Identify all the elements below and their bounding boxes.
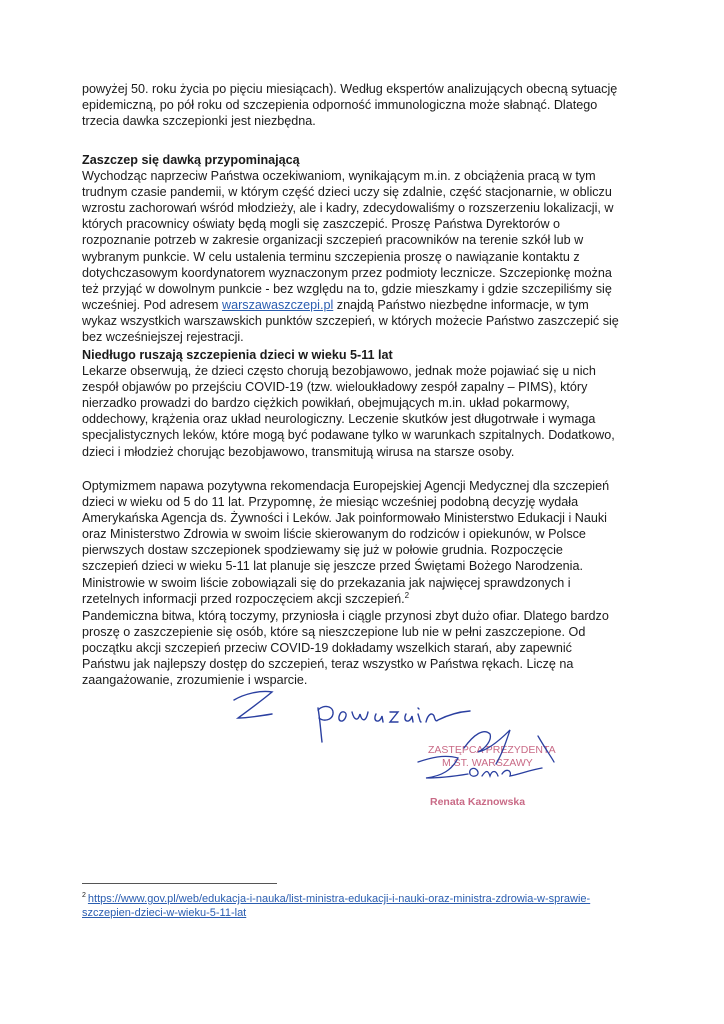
section-booster-heading: Zaszczep się dawką przypominającą [82, 153, 300, 167]
closing-paragraph [82, 608, 622, 688]
intro-paragraph [82, 81, 622, 129]
closing-text: Pandemiczna bitwa, którą toczymy, przyniosła i ciągle przynosi zbyt dużo ofiar. Dlatego bardzo proszę o zaszczepienie się osób, które są nieszczepione lub nie w pełni zaszczepione. Od początku akcji szczepień przeciw COVID-19 dokładamy wszelkich starań, aby zapewnić Państwu jak najlepszy dostęp do szczepień, teraz wszystko w Państwa rękach. Liczę na zaangażowanie, zrozumienie i wsparcie. [82, 609, 609, 688]
signature-block [220, 678, 580, 818]
section-children-heading: Niedługo ruszają szczepienia dzieci w wieku 5-11 lat [82, 348, 393, 362]
section-booster [82, 152, 622, 345]
section-booster-text-after: znajdą Państwo niezbędne informacje, w tym wykaz wszystkich warszawskich punktów szczepień, w których możecie Państwo zaszczepić się bez wcześniejszej rejestracji. [82, 297, 619, 345]
signature-svg [220, 678, 580, 818]
section-booster-text-before: Wychodząc naprzeciw Państwa oczekiwaniom, wynikającym m.in. z obciążenia pracą w tym trudnym czasie pandemii, w którym część dzieci uczy się zdalnie, część stacjonarnie, w obliczu wzrostu zachorowań wśród młodzieży, ale i kadry, zdecydowaliśmy o rozszerzeniu lokalizacji, w których pracownicy oświaty będą mogli się zaszczepić. Proszę Państwa Dyrektorów o rozpoznanie potrzeb w zakresie organizacji szczepień pracowników na terenie szkół lub w wybranym punkcie. W celu ustalenia terminu szczepienia proszę o nawiązanie kontaktu z dotychczasowym koordynatorem wyznaczonym przez podmioty lecznicze. Szczepionkę można też przyjąć w dowolnym punkcie - bez względu na to, gdzie mieszkamy i gdzie szczepiliśmy się wcześniej. Pod adresem [82, 169, 614, 312]
ema-text [82, 478, 622, 607]
stamp-line-1: ZASTĘPCA PREZYDENTA [428, 744, 556, 756]
ema-text-body: Optymizmem napawa pozytywna rekomendacja Europejskiej Agencji Medycznej dla szczepień dzieci w wieku od 5 do 11 lat. Przypomnę, że miesiąc wcześniej podobną decyzję wydała Amerykańska Agencja ds. Żywności i Leków. Jak poinformowało Ministerstwo Edukacji i Nauki oraz Ministerstwo Zdrowia w swoim liście skierowanym do rodziców i opiekunów, w Polsce pierwszych dostaw szczepionek spodziewamy się już w połowie grudnia. Rozpoczęcie szczepień dzieci w wieku 5-11 lat planuje się jeszcze przed Świętami Bożego Narodzenia. Ministrowie w swoim liście zobowiązali się do przekazania jak najwięcej sprawdzonych i rzetelnych informacji przed rozpoczęciem akcji szczepień. [82, 479, 610, 606]
stamp-line-2: M.ST. WARSZAWY [442, 757, 533, 769]
signatory-name: Renata Kaznowska [430, 796, 526, 808]
section-children-text: Lekarze obserwują, że dzieci często chorują bezobjawowo, jednak może pojawiać się u nich zespół objawów po przejściu COVID-19 (tzw. wieloukładowy zespół zapalny – PIMS), który nierzadko prowadzi do bardzo ciężkich powikłań, obejmujących m.in. układ pokarmowy, oddechowy, krążenia oraz układ neurologiczny. Leczenie skutków jest długotrwałe i wymaga specjalistycznych leków, które mogą być podawane tylko w warunkach szpitalnych. Dodatkowo, dzieci i młodzież chorując bezobjawowo, transmitują wirusa na starsze osoby. [82, 364, 615, 459]
footnote-divider [82, 883, 277, 884]
footnote [82, 892, 642, 920]
handwritten-closing [234, 691, 470, 742]
footnote-ref: 2 [404, 590, 410, 600]
ema-paragraph [82, 478, 622, 607]
footnote-link[interactable]: https://www.gov.pl/web/edukacja-i-nauka/list-ministra-edukacji-i-nauki-oraz-ministra-zdrowia-w-sprawie-szczepien-dzieci-w-wieku-5-11-lat [82, 893, 591, 919]
section-booster-text [82, 168, 622, 345]
section-children-vaccination [82, 347, 622, 460]
footnote-number: 2 [82, 892, 86, 900]
warszawaszczepi-link[interactable]: warszawaszczepi.pl [222, 297, 334, 312]
intro-text: powyżej 50. roku życia po pięciu miesiącach). Według ekspertów analizujących obecną sytuację epidemiczną, po pół roku od szczepienia odporność immunologiczna może słabnąć. Dlatego trzecia dawka szczepionki jest niezbędna. [82, 82, 618, 129]
